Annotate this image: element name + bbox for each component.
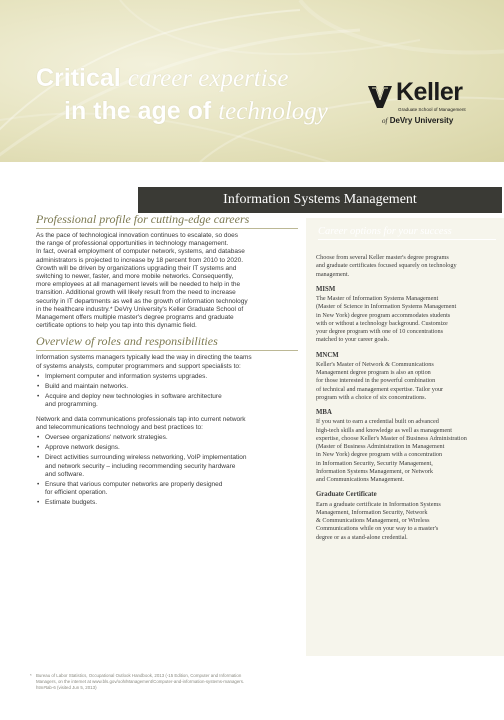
footnote-line: Managers, on the internet at www.bls.gov/ooh/Management/Computer-and-information-systems-managers.: [36, 678, 245, 684]
program-line: Communications while on your way to a master's: [316, 525, 439, 533]
headline-line-1-serif: career expertise: [127, 65, 289, 92]
career-options-panel: [306, 218, 504, 656]
profile-line: in the healthcare industry.* DeVry University's Keller Graduate School of: [36, 305, 244, 313]
bullet-line: Estimate budgets.: [45, 499, 98, 507]
career-options-intro: [316, 254, 496, 279]
profile-line: Growth will be driven by organizations upgrading their IT systems and: [36, 264, 237, 272]
headline-line-2-serif: technology: [218, 98, 328, 125]
program-line: your degree program with one of 10 concentrations: [316, 328, 443, 335]
career-options-body: [316, 254, 496, 542]
keller-logo: [366, 78, 488, 130]
keller-tree-icon: [366, 84, 394, 110]
bullet-line: Acquire and deploy new technologies in software architecture: [45, 393, 222, 401]
headline-line-1: [36, 62, 328, 95]
program-line: in New York) degree program with a concentration: [316, 451, 443, 459]
bullet-line: and programming.: [45, 401, 98, 409]
list-item: [36, 393, 298, 409]
program-line: If you want to earn a credential built on advanced: [316, 418, 439, 426]
roles-intro-1: [36, 354, 298, 370]
program-line: Management degree program is also an option: [316, 369, 431, 376]
intro-line: and graduate certificates focused squarely on technology: [316, 262, 457, 270]
program-line: in New York) degree program accommodates students: [316, 311, 451, 319]
logo-university: [382, 116, 453, 125]
bullet-icon: •: [37, 444, 40, 452]
program-line: in Information Security, Security Management,: [316, 459, 433, 467]
list-item: [36, 444, 298, 452]
headline-line-2: [36, 95, 328, 128]
program-option-mism: [316, 286, 496, 345]
program-option-graduate-certificate: [316, 491, 496, 542]
footnote-marker: *: [30, 673, 32, 678]
profile-line: certificate options to help you tap into this dynamic field.: [36, 322, 197, 330]
footnote-line: Bureau of Labor Statistics, Occupational Outlook Handbook, 2013 (-15 Edition, Computer and Information: [36, 673, 242, 678]
list-item: [36, 383, 298, 391]
roles-intro-line: of systems analysts, computer programmers and support specialists to:: [36, 362, 241, 370]
bullet-icon: •: [37, 383, 40, 391]
logo-of: of: [382, 117, 388, 125]
profile-line: switching to newer, faster, and more mobile networks. Consequently,: [36, 273, 234, 281]
logo-subtitle: Graduate School of Management: [398, 107, 466, 112]
program-line: & Communications Management, or Wireless: [316, 517, 430, 524]
logo-university-name: DeVry University: [389, 116, 454, 125]
program-line: high-tech skills and knowledge as well as management: [316, 426, 452, 434]
list-item: [36, 434, 298, 442]
profile-line: transition. Additional growth will likely result from the need to increase: [36, 289, 236, 297]
headline: [36, 62, 328, 128]
program-line: program with a choice of six concentrations.: [316, 393, 427, 401]
profile-line: Management offers multiple master's degree programs and graduate: [36, 314, 234, 322]
bullet-icon: •: [37, 454, 40, 462]
program-line: Keller's Master of Network & Communications: [316, 360, 434, 368]
bullet-line: and network security – including recommending security hardware: [45, 462, 236, 470]
program-line: Earn a graduate certificate in Information Systems: [316, 500, 441, 508]
program-line: matched to your career goals.: [316, 336, 390, 344]
profile-line: the range of professional opportunities in technology management.: [36, 240, 229, 248]
intro-line: Choose from several Keller master's degree programs: [316, 254, 449, 261]
bullet-icon: •: [37, 393, 40, 401]
profile-line: As the pace of technological innovation continues to escalate, so does: [36, 232, 238, 239]
left-column: [36, 212, 298, 508]
intro-line: management.: [316, 270, 350, 278]
profile-line: In fact, overall employment of computer network, systems, and database: [36, 248, 245, 256]
headline-line-2-sans: in the age of: [64, 97, 212, 125]
bullet-line: Direct activities surrounding wireless networking, VoIP implementation: [45, 454, 247, 462]
bullet-line: Approve network designs.: [45, 444, 120, 452]
header-banner: [0, 0, 504, 162]
bullet-line: Implement computer and information systems upgrades.: [45, 372, 208, 380]
program-line: Management, Information Security, Network: [316, 508, 428, 516]
logo-name: Keller: [396, 78, 463, 106]
list-item: [36, 481, 298, 497]
footnote: [30, 673, 298, 690]
headline-line-1-sans: Critical: [36, 64, 121, 92]
bullet-icon: •: [37, 434, 40, 442]
profile-heading: Professional profile for cutting-edge careers: [36, 212, 298, 229]
bullet-line: and software.: [45, 470, 85, 478]
profile-line: security in IT departments as well as the growth of information technology: [36, 297, 248, 305]
roles-heading: Overview of roles and responsibilities: [36, 334, 298, 351]
list-item: [36, 454, 298, 479]
roles-intro-line: and telecommunications technology and best practices to:: [36, 423, 203, 431]
program-title-bar: [138, 187, 502, 213]
career-options-heading: Career options for your success: [318, 226, 496, 240]
program-line: expertise, choose Keller's Master of Business Administration: [316, 434, 467, 442]
roles-intro-2: [36, 416, 298, 432]
list-item: [36, 499, 298, 507]
program-title: Information Systems Management: [223, 192, 417, 207]
roles-bullets-2: [36, 434, 298, 508]
footnote-line: htm#tab-6 (visited Jun 5, 2013): [36, 684, 97, 690]
profile-line: administrators is projected to increase by 18 percent from 2010 to 2020.: [36, 256, 244, 264]
roles-intro-line: Network and data communications professionals tap into current network: [36, 415, 246, 423]
program-line: of technical and management expertise. Tailor your: [316, 385, 444, 393]
program-option-title: MBA: [316, 409, 332, 416]
program-option-title: MNCM: [316, 351, 339, 359]
program-line: (Master of Science in Information Systems Management: [316, 303, 457, 311]
program-option-mncm: [316, 352, 496, 403]
bullet-line: Ensure that various computer networks are properly designed: [45, 481, 223, 489]
program-line: with or without a technology background. Customize: [316, 319, 448, 327]
bullet-icon: •: [37, 372, 40, 380]
bullet-line: for efficient operation.: [45, 489, 108, 497]
bullet-line: Build and maintain networks.: [45, 383, 129, 391]
program-line: degree or as a stand-alone credential.: [316, 533, 408, 541]
program-line: for those interested in the powerful combination: [316, 377, 436, 385]
program-line: (Master of Business Administration in Management: [316, 443, 445, 450]
program-option-title: MISM: [316, 285, 336, 293]
profile-paragraph: [36, 232, 298, 330]
list-item: [36, 373, 298, 381]
roles-bullets-1: [36, 373, 298, 410]
program-option-mba: [316, 409, 496, 484]
roles-intro-line: Information systems managers typically lead the way in directing the teams: [36, 354, 252, 362]
bullet-line: Oversee organizations' network strategies.: [45, 434, 168, 442]
program-line: and Communications Management.: [316, 476, 405, 483]
bullet-icon: •: [37, 481, 40, 489]
program-option-title: Graduate Certificate: [316, 491, 377, 499]
program-line: Information Systems Management, or Network: [316, 467, 434, 475]
profile-line: more employees at all management levels will be needed to help in the: [36, 281, 241, 289]
program-line: The Master of Information Systems Management: [316, 295, 439, 302]
bullet-icon: •: [37, 499, 40, 507]
